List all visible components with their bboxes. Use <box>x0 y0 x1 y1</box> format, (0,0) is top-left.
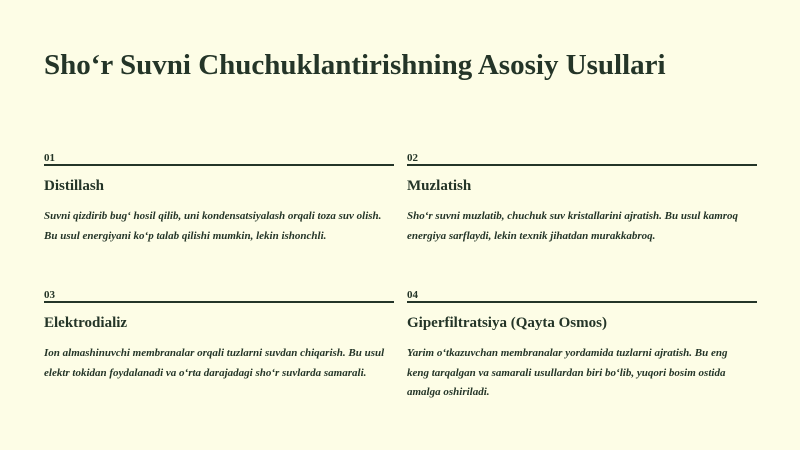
card-title: Distillash <box>44 178 105 194</box>
method-card-freezing <box>407 152 757 242</box>
card-title: Giperfiltratsiya (Qayta Osmos) <box>407 315 607 331</box>
page-title: Sho‘r Suvni Chuchuklantirishning Asosiy Usullari <box>44 49 666 81</box>
card-number: 03 <box>44 289 55 301</box>
card-description: Ion almashinuvchi membranalar orqali tuzlarni suvdan chiqarish. Bu usul elektr tokidan foydalanadi va o‘rta darajadagi sho‘r suvlarda samarali. <box>44 347 385 379</box>
card-title: Elektrodializ <box>44 315 128 331</box>
card-title: Muzlatish <box>407 178 472 194</box>
card-number: 02 <box>407 152 418 164</box>
card-description: Suvni qizdirib bug‘ hosil qilib, uni kondensatsiyalash orqali toza suv olish. Bu usul energiyani ko‘p talab qilishi mumkin, lekin ishonchli. <box>44 210 382 242</box>
method-card-electrodialysis <box>44 289 394 379</box>
method-card-distillation <box>44 152 394 242</box>
card-description: Sho‘r suvni muzlatib, chuchuk suv kristallarini ajratish. Bu usul kamroq energiya sarflaydi, lekin texnik jihatdan murakkabroq. <box>407 210 739 242</box>
method-card-reverse-osmosis <box>407 289 757 398</box>
card-number: 04 <box>407 289 418 301</box>
card-number: 01 <box>44 152 55 164</box>
card-description: Yarim o‘tkazuvchan membranalar yordamida tuzlarni ajratish. Bu eng keng tarqalgan va samarali usullardan biri bo‘lib, yuqori bosim ostida amalga oshiriladi. <box>407 347 728 398</box>
